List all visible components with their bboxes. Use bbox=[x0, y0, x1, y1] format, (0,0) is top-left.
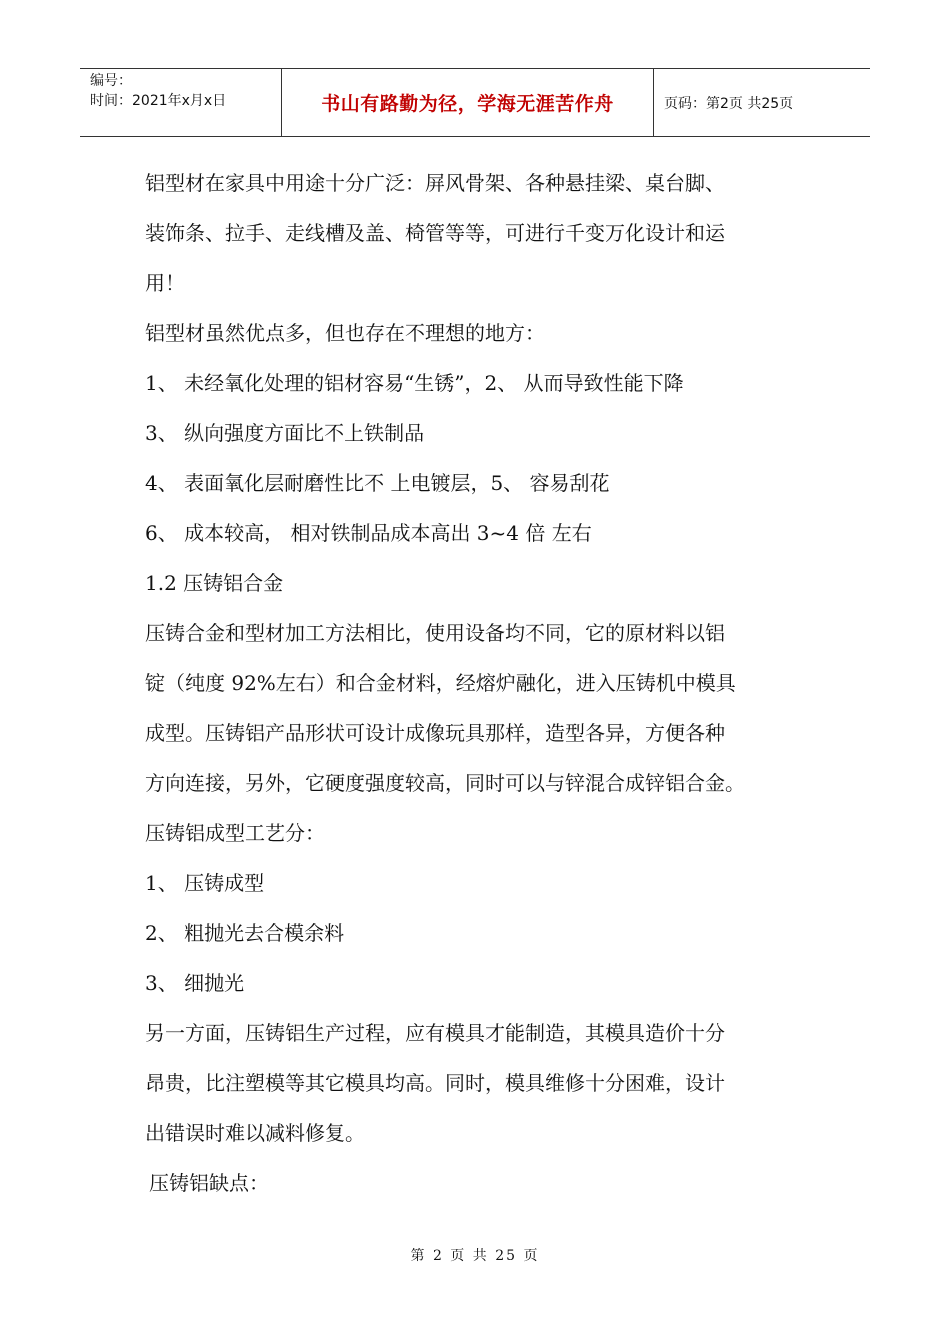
body-line: 锭（纯度 92%左右）和合金材料，经熔炉融化，进入压铸机中模具 bbox=[145, 671, 736, 695]
date-label: 时间：2021年x月x日 bbox=[90, 93, 227, 109]
body-line: 压铸铝成型工艺分： bbox=[145, 821, 325, 845]
body-line: 用！ bbox=[145, 271, 185, 295]
list-item: 4、 表面氧化层耐磨性比不 上电镀层，5、 容易刮花 bbox=[145, 471, 610, 495]
body-line: 压铸铝缺点： bbox=[149, 1171, 269, 1195]
section-heading: 1.2 压铸铝合金 bbox=[145, 571, 284, 595]
body-line: 铝型材在家具中用途十分广泛：屏风骨架、各种悬挂梁、桌台脚、 bbox=[145, 171, 725, 195]
header-page-info: 页码：第2页 共25页 bbox=[664, 95, 794, 112]
document-header bbox=[80, 68, 870, 137]
header-meta-cell bbox=[80, 69, 282, 136]
list-item: 3、 细抛光 bbox=[145, 971, 245, 995]
body-line: 铝型材虽然优点多，但也存在不理想的地方： bbox=[145, 321, 545, 345]
list-item: 2、 粗抛光去合模余料 bbox=[145, 921, 345, 945]
body-line: 装饰条、拉手、走线槽及盖、椅管等等，可进行千变万化设计和运 bbox=[145, 221, 725, 245]
document-body bbox=[145, 158, 815, 1208]
body-line: 另一方面，压铸铝生产过程，应有模具才能制造，其模具造价十分 bbox=[145, 1021, 725, 1045]
serial-number-label: 编号： bbox=[90, 73, 132, 89]
body-line: 出错误时难以减料修复。 bbox=[145, 1121, 365, 1145]
page-footer bbox=[0, 1245, 950, 1265]
header-page-cell bbox=[654, 69, 870, 136]
body-line: 成型。压铸铝产品形状可设计成像玩具那样，造型各异，方便各种 bbox=[145, 721, 725, 745]
body-line: 方向连接，另外，它硬度强度较高，同时可以与锌混合成锌铝合金。 bbox=[145, 771, 745, 795]
list-item: 1、 未经氧化处理的铝材容易“生锈”，2、 从而导致性能下降 bbox=[145, 371, 684, 395]
header-motto-cell bbox=[282, 69, 654, 136]
header-motto: 书山有路勤为径，学海无涯苦作舟 bbox=[321, 93, 614, 115]
list-item: 6、 成本较高， 相对铁制品成本高出 3~4 倍 左右 bbox=[145, 521, 592, 545]
body-line: 压铸合金和型材加工方法相比，使用设备均不同，它的原材料以铝 bbox=[145, 621, 725, 645]
list-item: 1、 压铸成型 bbox=[145, 871, 265, 895]
body-line: 昂贵，比注塑模等其它模具均高。同时，模具维修十分困难，设计 bbox=[145, 1071, 725, 1095]
footer-page-number: 第 2 页 共 25 页 bbox=[410, 1248, 540, 1264]
list-item: 3、 纵向强度方面比不上铁制品 bbox=[145, 421, 425, 445]
